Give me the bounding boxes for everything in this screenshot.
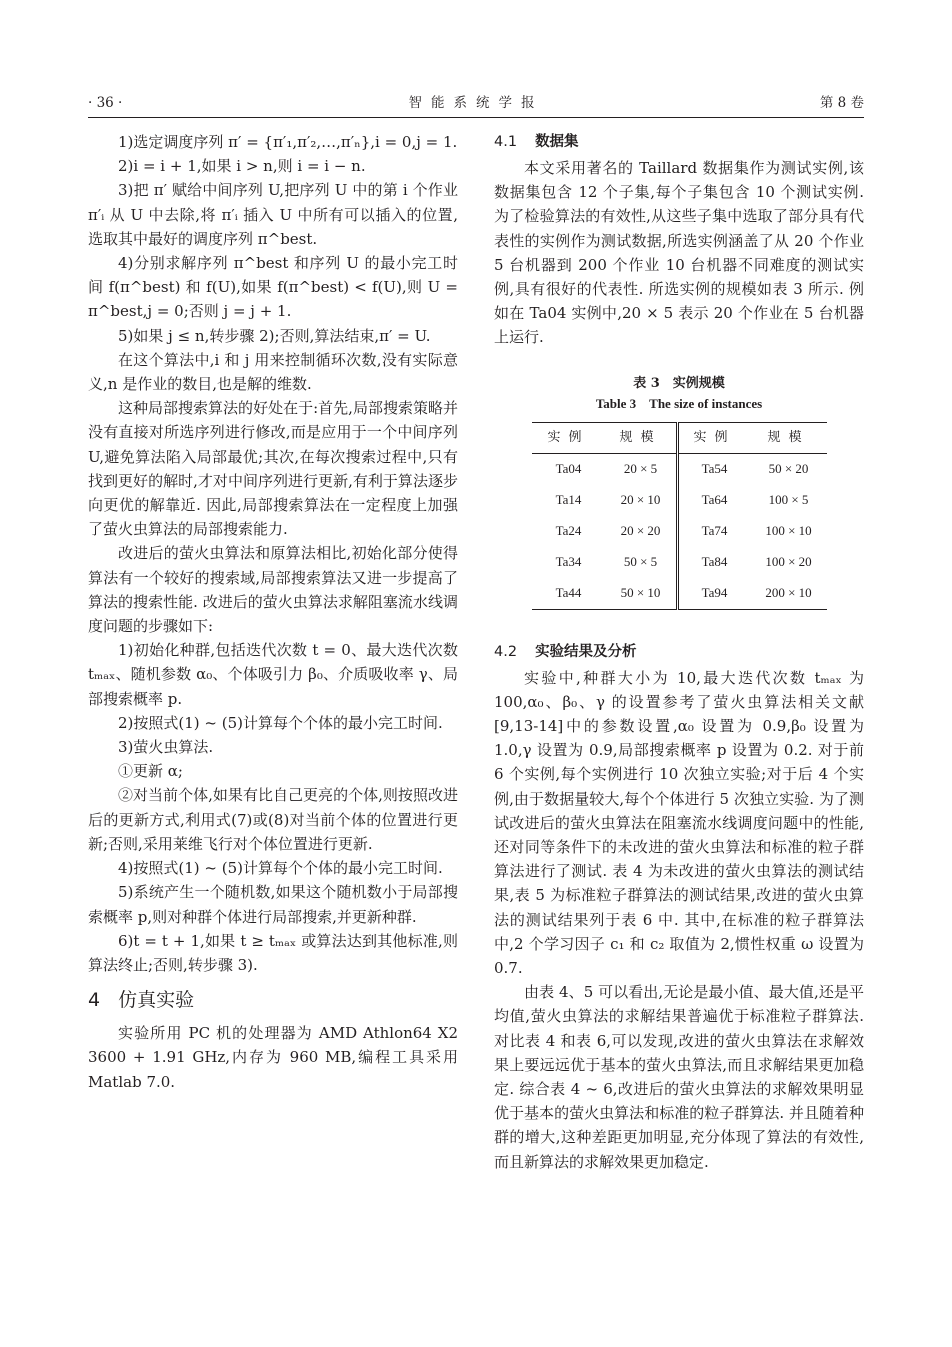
header-cell: 实例 — [677, 422, 751, 453]
table-cell: 20 × 10 — [606, 485, 678, 516]
algo-step-1: 1)初始化种群,包括迭代次数 t = 0、最大迭代次数 tₘₐₓ、随机参数 α₀、个体吸引力 β₀、介质吸收率 γ、局部搜索概率 p. — [88, 641, 458, 708]
subsection-heading — [494, 640, 864, 664]
table-cell: 50 × 10 — [606, 578, 678, 610]
table-cell: 100 × 20 — [765, 554, 812, 570]
header-cell: 规模 — [751, 422, 827, 453]
left-column — [88, 130, 458, 1094]
paragraph: 这种局部搜索算法的好处在于:首先,局部搜索策略并没有直接对所选序列进行修改,而是应用于一个中间序列 U,避免算法陷入局部最优;其次,在每次搜索过程中,只有找到更好的解时,才对中间序列进行更新,有利于算法逐步向更优的解靠近. 因此,局部搜索算法在一定程度上加强了萤火虫算法的局部搜索能力. — [88, 399, 458, 539]
algo-step-3: 3)萤火虫算法. — [118, 738, 214, 757]
table-cell: Ta94 — [701, 585, 728, 601]
paragraph: 实验所用 PC 机的处理器为 AMD Athlon64 X2 3600 + 1.91 GHz,内存为 960 MB,编程工具采用 Matlab 7.0. — [88, 1024, 458, 1091]
table-cell: Ta44 — [555, 585, 582, 601]
step-2: 2)i = i + 1,如果 i > n,则 i = i − n. — [118, 157, 366, 176]
subsection-number: 4.2 — [494, 643, 518, 660]
table-header-row — [532, 422, 827, 453]
table-cell: 50 × 5 — [606, 547, 678, 578]
table-cell: 20 × 20 — [606, 516, 678, 547]
table-row — [532, 578, 827, 610]
paragraph: 由表 4、5 可以看出,无论是最小值、最大值,还是平均值,萤火虫算法的求解结果普遍优于标准粒子群算法. 对比表 4 和表 6,可以发现,改进的萤火虫算法在求解效果上要远远优于基本的萤火虫算法,而且求解结果更加稳定. 综合表 4 ~ 6,改进后的萤火虫算法的求解效果明显优于基本的萤火虫算法和标准的粒子群算法. 并且随着种群的增大,这种差距更加明显,充分体现了算法的有效性,而且新算法的求解效果更加稳定. — [494, 983, 864, 1171]
table-cell: Ta24 — [555, 523, 582, 539]
table-row — [532, 547, 827, 578]
page-number: · 36 · — [88, 95, 123, 111]
algo-step-4: 4)按照式(1) ~ (5)计算每个个体的最小完工时间. — [118, 859, 443, 878]
volume-label: 第 8 卷 — [819, 95, 864, 111]
journal-title: 智能系统学报 — [408, 95, 544, 111]
table-cell: 100 × 5 — [768, 492, 809, 508]
step-3: 3)把 π′ 赋给中间序列 U,把序列 U 中的第 i 个作业 π′ᵢ 从 U 中去除,将 π′ᵢ 插入 U 中所有可以插入的位置,选取其中最好的调度序列 π^best. — [88, 181, 458, 248]
algo-substep-1: ①更新 α; — [118, 762, 183, 781]
subsection-title: 实验结果及分析 — [535, 643, 637, 660]
table-cell: 200 × 10 — [765, 585, 812, 601]
header-cell: 规模 — [606, 422, 678, 453]
table-caption-en: Table 3 The size of instances — [595, 395, 763, 411]
table-cell: Ta54 — [701, 461, 728, 477]
table-cell: Ta74 — [701, 523, 728, 539]
instances-table — [532, 422, 827, 610]
paragraph: 实验中,种群大小为 10,最大迭代次数 tₘₐₓ 为 100,α₀、β₀、γ 的设置参考了萤火虫算法相关文献[9,13-14]中的参数设置,α₀ 设置为 0.9,β₀ 设置为 1.0,γ 设置为 0.9,局部搜索概率 p 设置为 0.2. 对于前 6 个实例,每个实例进行 10 次独立实验;对于后 4 个实例,由于数据量较大,每个个体进行 5 次独立实验. 为了测试改进后的萤火虫算法在阻塞流水线调度问题中的性能,还对同等条件下的未改进的萤火虫算法和标准的粒子群算法进行了测试. 表 4 为未改进的萤火虫算法的测试结果,表 5 为标准粒子群算法的测试结果,改进的萤火虫算法的测试结果列于表 6 中. 其中,在标准的粒子群算法中,2 个学习因子 c₁ 和 c₂ 取值为 2,惯性权重 ω 设置为 0.7. — [494, 668, 864, 978]
algo-substep-2: ②对当前个体,如果有比自己更亮的个体,则按照改进后的更新方式,利用式(7)或(8)对当前个体的位置进行更新;否则,采用莱维飞行对个体位置进行更新. — [88, 786, 458, 853]
paragraph: 改进后的萤火虫算法和原算法相比,初始化部分使得算法有一个较好的搜索域,局部搜索算法又进一步提高了算法的搜索性能. 改进后的萤火虫算法求解阻塞流水线调度问题的步骤如下: — [88, 544, 458, 636]
subsection-heading — [494, 130, 864, 154]
table-cell: 20 × 5 — [606, 453, 678, 485]
table-cell: Ta34 — [555, 554, 582, 570]
table-caption-cn: 表 3 实例规模 — [633, 375, 725, 391]
algo-step-2: 2)按照式(1) ~ (5)计算每个个体的最小完工时间. — [118, 713, 443, 732]
section-title: 仿真实验 — [118, 989, 195, 1012]
algo-step-6: 6)t = t + 1,如果 t ≥ tₘₐₓ 或算法达到其他标准,则算法终止;否则,转步骤 3). — [88, 931, 458, 974]
header-cell: 实例 — [532, 422, 606, 453]
algo-step-5: 5)系统产生一个随机数,如果这个随机数小于局部搜索概率 p,则对种群个体进行局部搜索,并更新种群. — [88, 883, 458, 926]
step-4: 4)分别求解序列 π^best 和序列 U 的最小完工时间 f(π^best) 和 f(U),如果 f(π^best) < f(U),则 U = π^best,j = 0;否则 j = j + 1. — [88, 254, 458, 321]
table-cell: Ta64 — [701, 492, 728, 508]
step-1: 1)选定调度序列 π′ = {π′₁,π′₂,…,π′ₙ},i = 0,j = 1. — [118, 133, 458, 151]
running-header — [88, 92, 864, 114]
table-cell: 50 × 20 — [768, 461, 809, 477]
table-cell: 100 × 10 — [765, 523, 812, 539]
subsection-title: 数据集 — [535, 134, 579, 150]
table-cell: Ta14 — [555, 492, 582, 508]
table-row — [532, 485, 827, 516]
section-heading — [88, 987, 458, 1013]
header-rule — [88, 117, 864, 118]
table-row — [532, 516, 827, 547]
table-row — [532, 453, 827, 485]
step-5: 5)如果 j ≤ n,转步骤 2);否则,算法结束,π′ = U. — [118, 326, 431, 345]
right-column — [494, 130, 864, 1174]
paragraph: 在这个算法中,i 和 j 用来控制循环次数,没有实际意义,n 是作业的数目,也是解的维数. — [88, 350, 458, 394]
subsection-number: 4.1 — [494, 134, 518, 150]
table-cell: Ta04 — [555, 461, 582, 477]
section-number: 4 — [88, 989, 101, 1012]
paragraph: 本文采用著名的 Taillard 数据集作为测试实例,该数据集包含 12 个子集,每个子集包含 10 个测试实例. 为了检验算法的有效性,从这些子集中选取了部分具有代表性的实例作为测试数据,所选实例涵盖了从 20 个作业 5 台机器到 200 个作业 10 台机器不同难度的测试实例,具有很好的代表性. 所选实例的规模如表 3 所示. 例如在 Ta04 实例中,20 × 5 表示 20 个作业在 5 台机器上运行. — [494, 159, 864, 347]
table-cell: Ta84 — [701, 554, 728, 570]
